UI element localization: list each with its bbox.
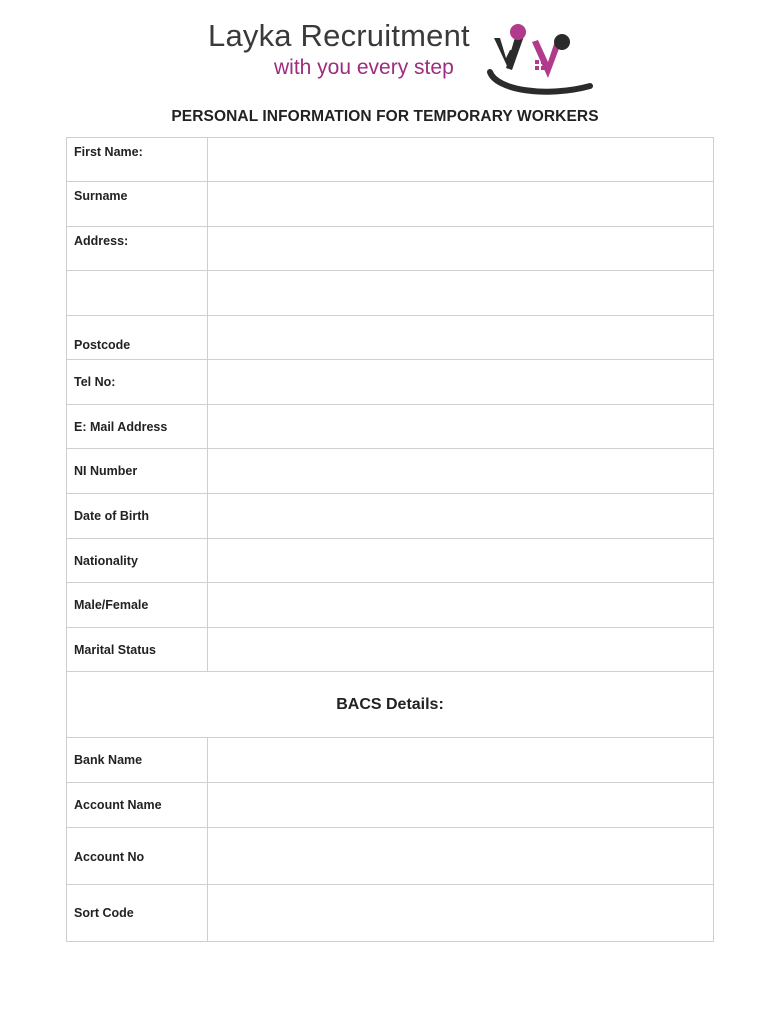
- form-row-first-name: [67, 138, 714, 182]
- form-row-account-no: [67, 828, 714, 885]
- address-label: Address:: [67, 227, 208, 271]
- personal-info-form: [66, 137, 714, 942]
- form-row-postcode: [67, 316, 714, 360]
- nationality-field[interactable]: [208, 539, 714, 583]
- bank-name-label: Bank Name: [67, 738, 208, 783]
- form-row-address-line-2: [67, 271, 714, 316]
- nationality-label: Nationality: [67, 539, 208, 583]
- marital-status-label: Marital Status: [67, 628, 208, 672]
- tel-no-field[interactable]: [208, 360, 714, 405]
- company-logo: [206, 16, 598, 94]
- tel-no-label: Tel No:: [67, 360, 208, 405]
- postcode-label: Postcode: [67, 316, 208, 360]
- address-line-2-label: [67, 271, 208, 316]
- gender-field[interactable]: [208, 583, 714, 628]
- form-title: PERSONAL INFORMATION FOR TEMPORARY WORKERS: [171, 108, 599, 125]
- sort-code-label: Sort Code: [67, 885, 208, 942]
- form-row-dob: [67, 494, 714, 539]
- account-no-field[interactable]: [208, 828, 714, 885]
- email-label: E: Mail Address: [67, 405, 208, 449]
- form-row-marital-status: [67, 628, 714, 672]
- address-line-2-field[interactable]: [208, 271, 714, 316]
- postcode-field[interactable]: [208, 316, 714, 360]
- bacs-heading: BACS Details:: [67, 672, 714, 738]
- account-name-label: Account Name: [67, 783, 208, 828]
- form-row-tel: [67, 360, 714, 405]
- surname-field[interactable]: [208, 182, 714, 227]
- people-logo-icon: [486, 20, 596, 96]
- form-row-email: [67, 405, 714, 449]
- bank-name-field[interactable]: [208, 738, 714, 783]
- ni-number-label: NI Number: [67, 449, 208, 494]
- first-name-field[interactable]: [208, 138, 714, 182]
- form-row-gender: [67, 583, 714, 628]
- email-field[interactable]: [208, 405, 714, 449]
- company-tagline: with you every step: [274, 56, 454, 79]
- marital-status-field[interactable]: [208, 628, 714, 672]
- gender-label: Male/Female: [67, 583, 208, 628]
- sort-code-field[interactable]: [208, 885, 714, 942]
- company-name: Layka Recruitment: [208, 18, 470, 53]
- form-row-address: [67, 227, 714, 271]
- form-row-nationality: [67, 539, 714, 583]
- surname-label: Surname: [67, 182, 208, 227]
- dob-label: Date of Birth: [67, 494, 208, 539]
- bacs-section-row: [67, 672, 714, 738]
- form-row-ni-number: [67, 449, 714, 494]
- ni-number-field[interactable]: [208, 449, 714, 494]
- first-name-label: First Name:: [67, 138, 208, 182]
- form-row-surname: [67, 182, 714, 227]
- dob-field[interactable]: [208, 494, 714, 539]
- form-row-bank-name: [67, 738, 714, 783]
- account-name-field[interactable]: [208, 783, 714, 828]
- form-row-sort-code: [67, 885, 714, 942]
- account-no-label: Account No: [67, 828, 208, 885]
- address-field[interactable]: [208, 227, 714, 271]
- form-row-account-name: [67, 783, 714, 828]
